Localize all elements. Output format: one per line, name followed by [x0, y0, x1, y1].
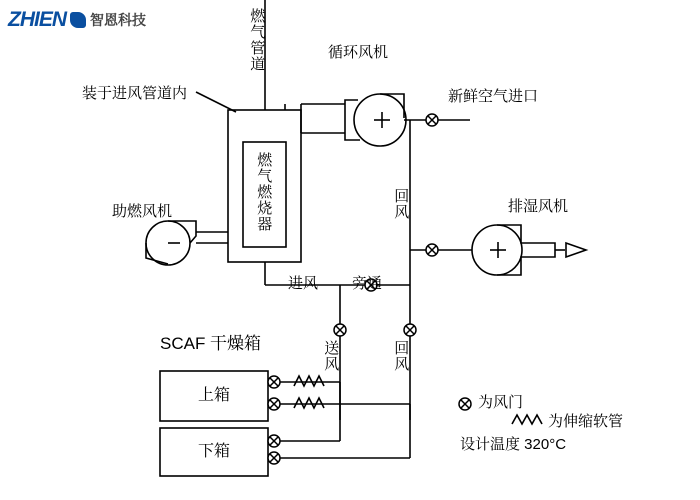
damper-return-air[interactable]	[404, 324, 416, 336]
legend-damper-text: 为风门	[478, 394, 524, 411]
label-lower-box: 下箱	[197, 442, 230, 460]
label-circulation-fan: 循环风机	[327, 44, 388, 61]
legend-design-temp: 设计温度 320°C	[460, 436, 567, 453]
flex-hose-upper-2	[294, 398, 324, 408]
logo-mark-icon	[70, 12, 86, 28]
label-burner: 燃气燃烧器	[255, 152, 273, 232]
label-return-air-top: 回风	[392, 188, 410, 220]
legend-flex-hose-text: 为伸缩软管	[548, 413, 624, 430]
legend-flex-hose-icon	[512, 415, 542, 424]
label-gas-pipe: 燃气管道	[248, 8, 266, 72]
label-bypass: 旁通	[352, 275, 383, 292]
brand-logo	[8, 8, 146, 32]
label-combustion-fan: 助燃风机	[112, 203, 173, 220]
label-fresh-air-inlet: 新鲜空气进口	[448, 88, 539, 105]
flex-hose-upper-1	[294, 376, 324, 386]
damper-dehumid[interactable]	[426, 244, 438, 256]
label-air-in: 进风	[288, 275, 319, 292]
discharge-arrow-icon	[566, 243, 586, 257]
label-dryer-box: SCAF 干燥箱	[160, 334, 262, 353]
damper-upper-box-2[interactable]	[268, 398, 280, 410]
damper-lower-box-1[interactable]	[268, 435, 280, 447]
label-dehumid-fan: 排湿风机	[508, 198, 569, 215]
damper-fresh-air[interactable]	[426, 114, 438, 126]
label-return-air-mid: 回风	[392, 340, 410, 372]
logo-text-cn: 智恩科技	[90, 12, 146, 28]
label-upper-box: 上箱	[197, 386, 230, 404]
damper-upper-box-1[interactable]	[268, 376, 280, 388]
label-installed-in-duct: 装于进风管道内	[82, 85, 188, 102]
combustion-fan-outlet	[168, 221, 196, 243]
label-supply-air: 送风	[322, 340, 340, 372]
damper-lower-box-2[interactable]	[268, 452, 280, 464]
logo-text: ZHIEN	[8, 8, 66, 31]
legend-damper-icon	[459, 398, 471, 410]
damper-supply-air[interactable]	[334, 324, 346, 336]
duct-label-leader	[196, 92, 236, 112]
